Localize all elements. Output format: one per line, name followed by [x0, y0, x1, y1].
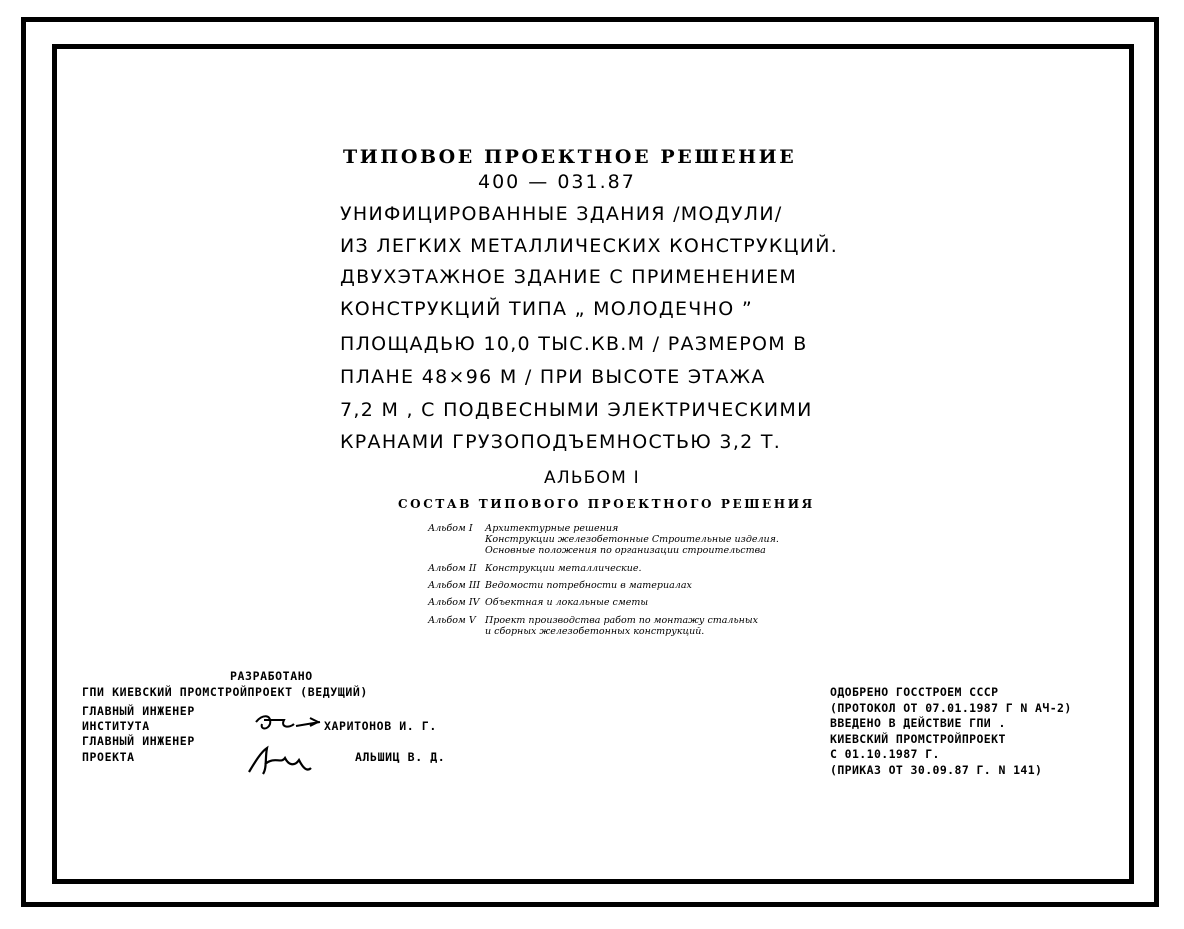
document-code: 400 — 031.87 [478, 171, 636, 193]
album-text: Основные положения по организации строительства [485, 545, 766, 556]
album-text: Проект производства работ по монтажу стальных [485, 615, 759, 626]
album-label: Альбом II [428, 563, 477, 574]
chief-engineer-project-label: ПРОЕКТА [82, 750, 135, 764]
title-line: ПЛАНЕ 48×96 М / ПРИ ВЫСОТЕ ЭТАЖА [340, 366, 766, 388]
album-text: Объектная и локальные сметы [485, 597, 649, 608]
chief-engineer-institute-label: ИНСТИТУТА [82, 719, 150, 733]
approval-line: ОДОБРЕНО ГОССТРОЕМ СССР [830, 685, 999, 699]
album-text: Конструкции железобетонные Строительные изделия. [485, 534, 779, 545]
approval-line: (ПРОТОКОЛ ОТ 07.01.1987 Г N АЧ-2) [830, 701, 1072, 715]
album-label: Альбом III [428, 580, 481, 591]
signature-alshits [245, 742, 317, 782]
approval-line: ВВЕДЕНО В ДЕЙСТВИЕ ГПИ . [830, 716, 1006, 730]
album-text: и сборных железобетонных конструкций. [485, 626, 705, 637]
title-line: КРАНАМИ ГРУЗОПОДЪЕМНОСТЬЮ 3,2 Т. [340, 431, 782, 453]
title-line: ДВУХЭТАЖНОЕ ЗДАНИЕ С ПРИМЕНЕНИЕМ [340, 266, 798, 288]
title-line: ИЗ ЛЕГКИХ МЕТАЛЛИЧЕСКИХ КОНСТРУКЦИЙ. [340, 235, 839, 257]
approval-line: (ПРИКАЗ ОТ 30.09.87 Г. N 141) [830, 763, 1043, 777]
title-line: КОНСТРУКЦИЙ ТИПА „ МОЛОДЕЧНО ” [340, 298, 753, 320]
developer-organization: ГПИ КИЕВСКИЙ ПРОМСТРОЙПРОЕКТ (ВЕДУЩИЙ) [82, 685, 368, 699]
chief-engineer-institute-name: ХАРИТОНОВ И. Г. [324, 719, 437, 733]
developer-heading: РАЗРАБОТАНО [230, 669, 313, 683]
inner-frame [52, 44, 1134, 884]
album-text: Архитектурные решения [485, 523, 619, 534]
composition-heading: СОСТАВ ТИПОВОГО ПРОЕКТНОГО РЕШЕНИЯ [398, 497, 815, 511]
chief-engineer-project-label: ГЛАВНЫЙ ИНЖЕНЕР [82, 734, 195, 748]
approval-line: КИЕВСКИЙ ПРОМСТРОЙПРОЕКТ [830, 732, 1006, 746]
chief-engineer-institute-label: ГЛАВНЫЙ ИНЖЕНЕР [82, 704, 195, 718]
signature-kharitonov [250, 710, 322, 736]
title-line: УНИФИЦИРОВАННЫЕ ЗДАНИЯ /МОДУЛИ/ [340, 203, 783, 225]
document-title: ТИПОВОЕ ПРОЕКТНОЕ РЕШЕНИЕ [343, 146, 797, 168]
title-line: 7,2 М , С ПОДВЕСНЫМИ ЭЛЕКТРИЧЕСКИМИ [340, 399, 813, 421]
chief-engineer-project-name: АЛЬШИЦ В. Д. [355, 750, 446, 764]
approval-line: С 01.10.1987 Г. [830, 747, 940, 761]
album-label: Альбом V [428, 615, 476, 626]
album-text: Конструкции металлические. [485, 563, 642, 574]
album-label: Альбом I [428, 523, 473, 534]
album-text: Ведомости потребности в материалах [485, 580, 692, 591]
album-title: АЛЬБОМ I [544, 468, 640, 488]
title-line: ПЛОЩАДЬЮ 10,0 ТЫС.КВ.М / РАЗМЕРОМ В [340, 333, 808, 355]
album-label: Альбом IV [428, 597, 480, 608]
